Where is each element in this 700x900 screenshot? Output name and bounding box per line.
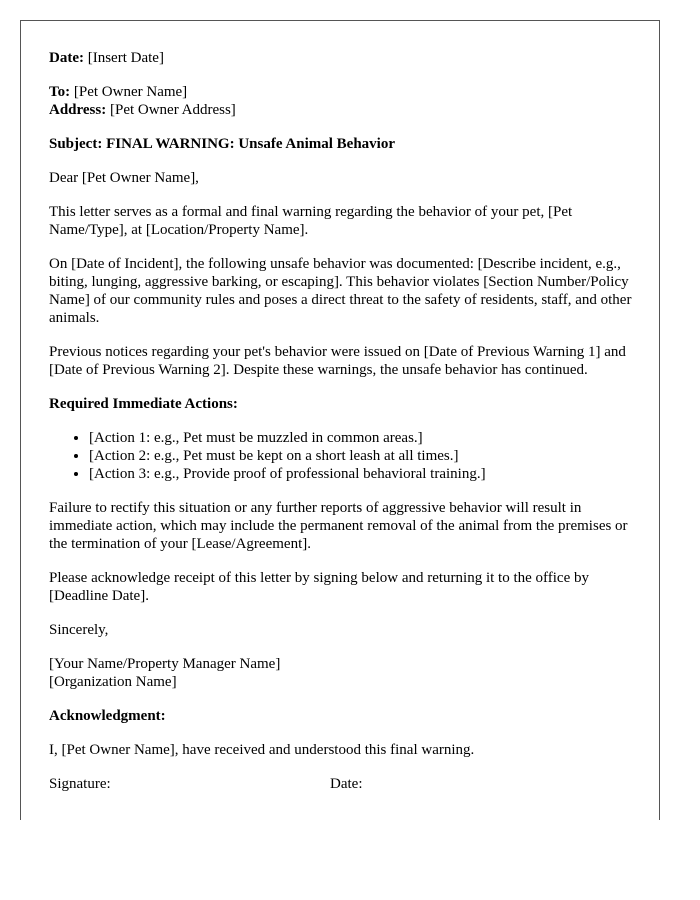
paragraph-consequence: Failure to rectify this situation or any further reports of aggressive behavior will result in immediate action, which may include the permanent removal of the animal from the premises or the termination of your [Lease/Agreement]. [49, 500, 628, 552]
date-value: [Insert Date] [83, 50, 164, 66]
recipient-block [49, 83, 635, 119]
list-item: • [Action 3: e.g., Provide proof of professional behavioral training.] [89, 465, 635, 483]
letter-content [49, 49, 635, 793]
signature-label: Signature: [49, 776, 111, 792]
paragraph-acknowledge-request: Please acknowledge receipt of this letter by signing below and returning it to the office by [Deadline Date]. [49, 570, 589, 604]
to-value: [Pet Owner Name] [70, 84, 188, 100]
sender-block [49, 655, 635, 691]
date-line [49, 49, 635, 67]
address-label: Address: [49, 102, 107, 118]
paragraph-incident: On [Date of Incident], the following unsafe behavior was documented: [Describe incident, e.g., biting, lunging, aggressive barking, or escaping]. This behavior violates [Section Number/Policy Name] of our community rules and poses a direct threat to the safety of residents, staff, and other animals. [49, 256, 632, 326]
letter-page [20, 20, 660, 820]
list-item: • [Action 2: e.g., Pet must be kept on a short leash at all times.] [89, 447, 635, 465]
sender-org: [Organization Name] [49, 674, 177, 690]
salutation: Dear [Pet Owner Name], [49, 170, 199, 186]
to-label: To: [49, 84, 71, 100]
sender-name: [Your Name/Property Manager Name] [49, 656, 281, 672]
actions-heading: Required Immediate Actions: [49, 396, 238, 412]
paragraph-intro: This letter serves as a formal and final warning regarding the behavior of your pet, [Pet Name/Type], at [Location/Property Name]. [49, 204, 573, 238]
address-value: [Pet Owner Address] [106, 102, 236, 118]
paragraph-previous-notices: Previous notices regarding your pet's behavior were issued on [Date of Previous Warning 1] and [Date of Previous Warning 2]. Despite these warnings, the unsafe behavior has continued. [49, 344, 626, 378]
signature-date-label: Date: [330, 776, 363, 792]
actions-list [49, 429, 635, 483]
list-item: • [Action 1: e.g., Pet must be muzzled in common areas.] [89, 429, 635, 447]
subject-line: Subject: FINAL WARNING: Unsafe Animal Behavior [49, 136, 395, 152]
closing: Sincerely, [49, 622, 109, 638]
date-label: Date: [49, 50, 84, 66]
signature-row [49, 775, 635, 793]
acknowledgment-statement: I, [Pet Owner Name], have received and understood this final warning. [49, 742, 475, 758]
acknowledgment-heading: Acknowledgment: [49, 708, 166, 724]
